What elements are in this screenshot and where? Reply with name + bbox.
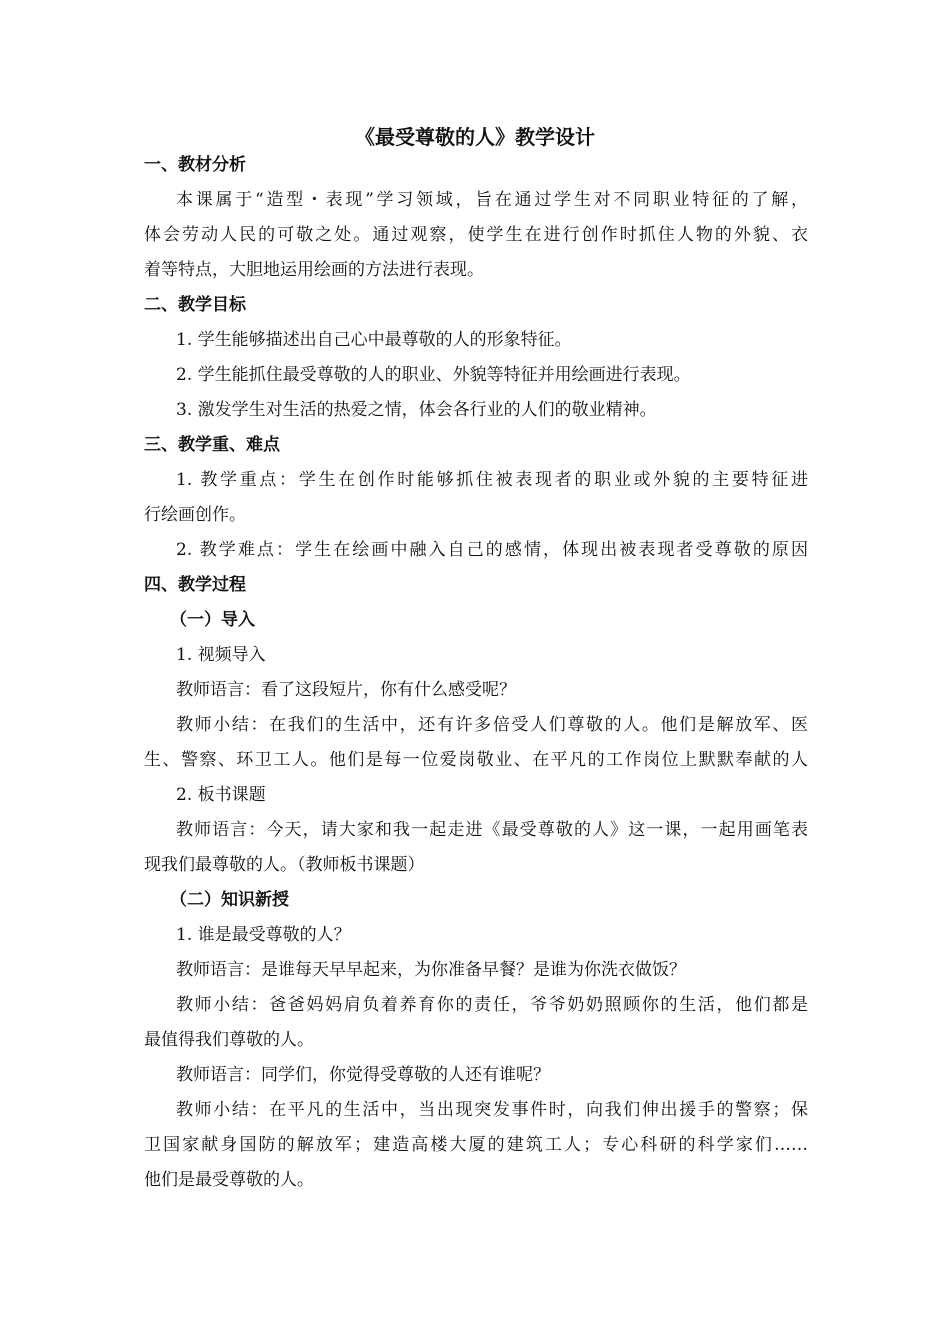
paragraph-line: 最值得我们尊敬的人。 bbox=[144, 1030, 314, 1050]
document-title: 《最受尊敬的人》教学设计 bbox=[355, 125, 595, 149]
paragraph-line: 生、警察、环卫工人。他们是每一位爱岗敬业、在平凡的工作岗位上默默奉献的人 bbox=[144, 750, 808, 770]
paragraph-line: 2. 板书课题 bbox=[176, 785, 266, 805]
paragraph-line: 本课属于“造型・表现”学习领域，旨在通过学生对不同职业特征的了解， bbox=[176, 190, 808, 210]
paragraph-line: 1. 谁是最受尊敬的人？ bbox=[176, 925, 351, 945]
paragraph-line: 教师小结：爸爸妈妈肩负着养育你的责任，爷爷奶奶照顾你的生活，他们都是 bbox=[176, 995, 808, 1015]
paragraph-line: 他们是最受尊敬的人。 bbox=[144, 1170, 314, 1190]
paragraph-line: 体会劳动人民的可敬之处。通过观察，使学生在进行创作时抓住人物的外貌、衣 bbox=[144, 225, 808, 245]
section-heading: 二、教学目标 bbox=[144, 295, 246, 315]
paragraph-line: 教师语言：看了这段短片，你有什么感受呢？ bbox=[176, 680, 516, 700]
paragraph-line: 教师小结：在平凡的生活中，当出现突发事件时，向我们伸出援手的警察；保 bbox=[176, 1100, 808, 1120]
subsection-heading: （一）导入 bbox=[170, 610, 255, 630]
paragraph-line: 教师语言：今天，请大家和我一起走进《最受尊敬的人》这一课，一起用画笔表 bbox=[176, 820, 808, 840]
paragraph-line: 着等特点，大胆地运用绘画的方法进行表现。 bbox=[144, 260, 484, 280]
paragraph-line: 现我们最尊敬的人。（教师板书课题） bbox=[144, 855, 425, 875]
paragraph-line: 2. 教学难点：学生在绘画中融入自己的感情，体现出被表现者受尊敬的原因 bbox=[176, 540, 808, 560]
section-heading: 四、教学过程 bbox=[144, 575, 246, 595]
paragraph-line: 1. 学生能够描述出自己心中最尊敬的人的形象特征。 bbox=[176, 330, 572, 350]
paragraph-line: 1. 视频导入 bbox=[176, 645, 266, 665]
paragraph-line: 卫国家献身国防的解放军；建造高楼大厦的建筑工人；专心科研的科学家们…… bbox=[144, 1135, 808, 1155]
subsection-heading: （二）知识新授 bbox=[170, 890, 289, 910]
section-heading: 三、教学重、难点 bbox=[144, 435, 280, 455]
section-heading: 一、教材分析 bbox=[144, 155, 246, 175]
paragraph-line: 行绘画创作。 bbox=[144, 505, 246, 525]
paragraph-line: 教师小结：在我们的生活中，还有许多倍受人们尊敬的人。他们是解放军、医 bbox=[176, 715, 808, 735]
paragraph-line: 教师语言：同学们，你觉得受尊敬的人还有谁呢？ bbox=[176, 1065, 550, 1085]
paragraph-line: 3. 激发学生对生活的热爱之情，体会各行业的人们的敬业精神。 bbox=[176, 400, 657, 420]
paragraph-line: 1. 教学重点：学生在创作时能够抓住被表现者的职业或外貌的主要特征进 bbox=[176, 470, 808, 490]
paragraph-line: 2. 学生能抓住最受尊敬的人的职业、外貌等特征并用绘画进行表现。 bbox=[176, 365, 691, 385]
document-body bbox=[144, 148, 808, 1198]
paragraph-line: 教师语言：是谁每天早早起来，为你准备早餐？是谁为你洗衣做饭？ bbox=[176, 960, 686, 980]
